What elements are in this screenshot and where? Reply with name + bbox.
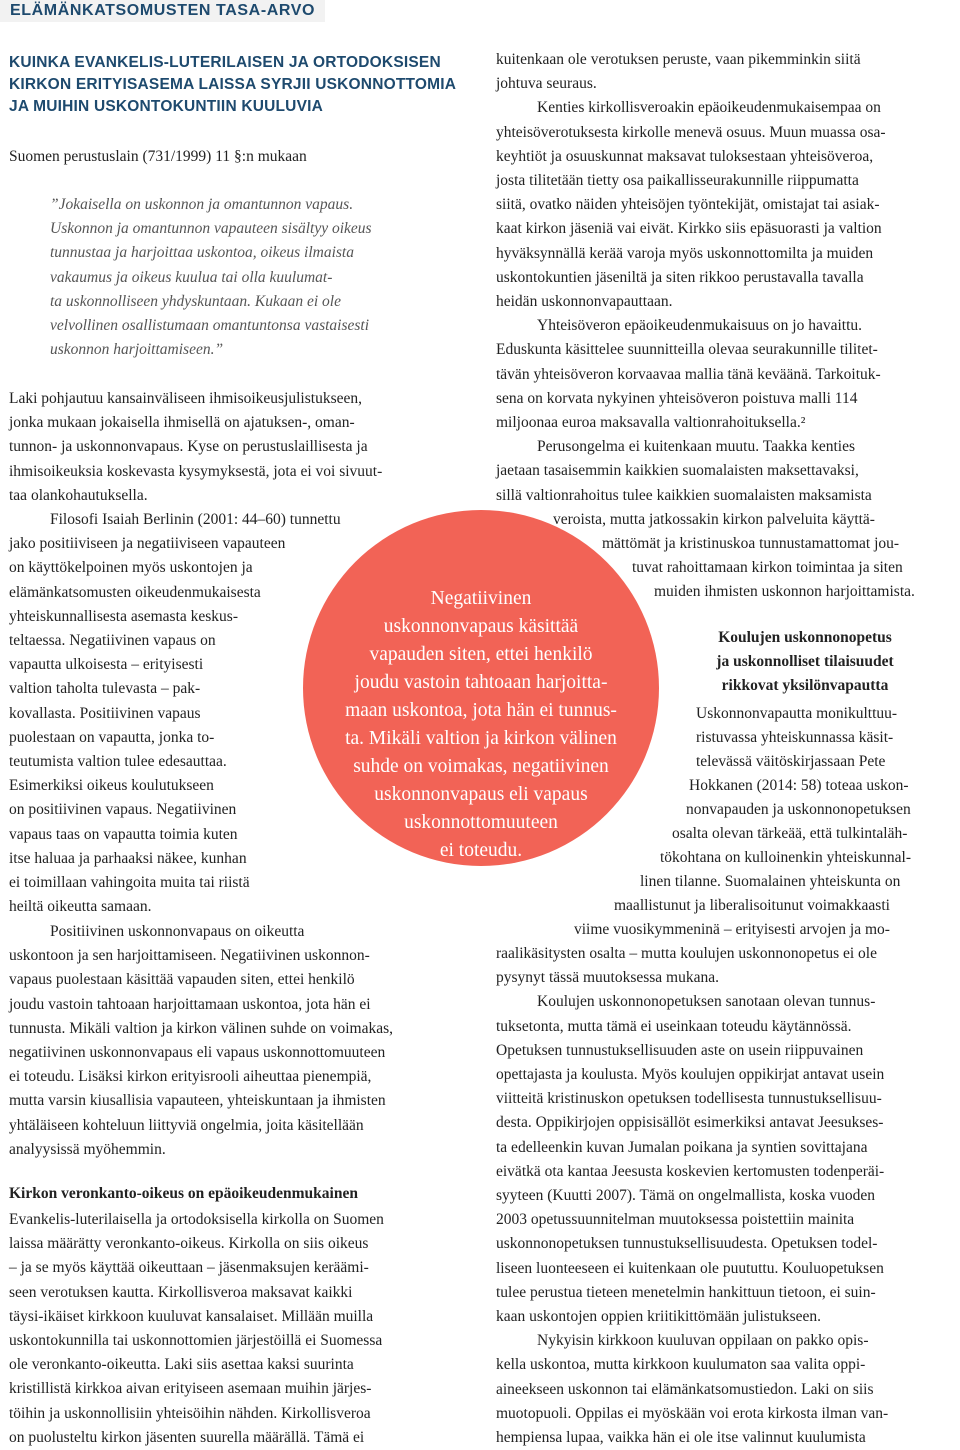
text-line: aineekseen uskonnon tai elämänkatsomustiedon. Laki on siis [496, 1380, 874, 1398]
text-line: kaat kirkon jäseniä vai eivät. Kirkko siis epäsuorasti ja valtion [496, 220, 882, 238]
text-line: tuvat rahoittamaan kirkon toimintaa ja siten [632, 559, 903, 576]
text-line: kovallasta. Positiivinen vapaus [9, 704, 201, 722]
text-line: teltaessa. Negatiivinen vapaus on [9, 632, 216, 650]
text-line: Positiivinen uskonnonvapaus on oikeutta [50, 923, 305, 940]
text-line: Evankelis-luterilaisella ja ortodoksisella kirkolla on Suomen [9, 1211, 384, 1228]
text-line: veroista, mutta jatkossakin kirkon palveluita käyttä- [553, 511, 875, 528]
text-line: tävän yhteisöveron korvaavaa mallia tänä keväänä. Tarkoituk- [496, 365, 881, 383]
text-line: osalta olevan tärkeää, että tulkintaläh- [672, 825, 908, 842]
text-line: raalikäsitysten osalta – mutta koulujen uskonnonopetus ei ole [496, 945, 877, 962]
text-line: miljoonaa euroa maksavalla valtionrahoituksella.² [496, 414, 806, 432]
text-line: hyväksynnällä kerää varoja myös uskonnottomilta ja muiden [496, 244, 874, 262]
text-line: kaan uskontojen oppien kriitikittömään julistukseen. [496, 1308, 822, 1326]
pull-quote-line: uskonnonvapaus eli vapaus [374, 784, 588, 805]
text-line: ihmisoikeuksia koskevasta kysymyksestä, jota ei voi sivuut- [9, 462, 383, 480]
section-heading-schools [660, 626, 950, 699]
text-line: sillä valtionrahoitus tulee kaikkien suomalaisten maksamista [496, 486, 872, 504]
text-line: elämänkatsomusten oikeudenmukaisesta [9, 583, 261, 601]
text-line: yhteisöverotuksesta kirkolle menevä osuus. Muun muassa osa- [496, 123, 886, 141]
text-line: heiltä oikeutta samaan. [9, 898, 152, 916]
text-line: ole veronkanto-oikeutta. Laki siis asettaa kaksi suurinta [9, 1356, 354, 1374]
pull-quote-line: uskonnonvapaus käsittää [383, 616, 579, 637]
quote-line: uskonnon harjoittamiseen.” [50, 341, 224, 359]
text-line: 2003 opetussuunnitelman muutoksessa poistettiin mainita [496, 1211, 855, 1229]
text-line: siitä, ovatko näiden yhteisöjen työntekijät, omistajat tai asiak- [496, 196, 880, 214]
pull-quote-line: uskonnottomuuteen [404, 812, 558, 833]
text-line: nonvapauden ja uskonnonopetuksen [686, 801, 911, 818]
text-line: töihin ja uskonnollisiin yhteisöihin nähden. Kirkollisveroa [9, 1404, 371, 1422]
quote-line: Uskonnon ja omantunnon vapauteen sisältyy oikeus [50, 220, 372, 238]
text-line: Filosofi Isaiah Berlinin (2001: 44–60) tunnettu [50, 511, 341, 528]
text-line: ei toimillaan vahingoita muita tai riistä [9, 874, 250, 892]
text-line: – ja se myös käyttää oikeuttaan – jäsenmaksujen keräämi- [9, 1259, 369, 1277]
text-line: laissa määrätty veronkanto-oikeus. Kirkolla on siis oikeus [9, 1235, 369, 1253]
section-label: ELÄMÄNKATSOMUSTEN TASA-ARVO [0, 0, 325, 22]
text-line: Perusongelma ei kuitenkaan muutu. Taakka kenties [537, 438, 856, 456]
pull-quote-line: joudu vastoin tahtoaan harjoitta- [354, 672, 608, 693]
text-line: on puolusteltu kirkon jäsenten suurella määrällä. Tämä ei [9, 1428, 365, 1446]
text-line: joudu vastoin tahtoaan harjoittamaan uskontoa, jota hän ei [9, 995, 371, 1013]
article-title [9, 52, 479, 118]
text-line: tökohtana on kulloinenkin yhteiskunnal- [660, 849, 911, 866]
heading-line: rikkovat yksilönvapautta [721, 677, 889, 695]
text-line: teutumista valtion tulee edesauttaa. [9, 753, 227, 771]
paragraph-berlin [9, 508, 341, 919]
text-line: itse haluaa ja parhaaksi näkee, kunhan [9, 849, 247, 867]
text-line: uskontokuntien jäseniltä ja siten rikkoo perustavalla tavalla [496, 268, 864, 286]
text-line: ta edelleenkin kuvan Jumalan poikana ja syntien sovittajana [496, 1138, 868, 1156]
text-line: kuitenkaan ole verotuksen peruste, vaan pikemminkin siitä [496, 51, 861, 68]
text-line: Laki pohjautuu kansainväliseen ihmisoikeusjulistukseen, [9, 390, 362, 407]
text-line: maallistunut ja liberalisoitunut voimakkaasti [614, 897, 890, 914]
text-line: Nykyisin kirkkoon kuuluvan oppilaan on pakko opis- [537, 1332, 869, 1350]
text-line: sena on korvata nykyinen yhteisöveron poistuva malli 114 [496, 389, 858, 407]
pull-quote-line: suhde on voimakas, negatiivinen [353, 756, 609, 777]
text-line: yhtäläiseen kohteluun liittyviä ongelmia, joita käsitellään [9, 1116, 364, 1134]
text-line: mättömät ja kristinuskoa tunnustamattomat jou- [602, 535, 900, 552]
right-column-schools [496, 942, 888, 1450]
text-line: tulee perustua tieteen menetelmin hankittuun tietoon, ei suin- [496, 1283, 876, 1301]
text-line: liseen luonteeseen ei kuitenkaan ole puututtu. Kouluopetuksen [496, 1259, 884, 1277]
quote-line: ”Jokaisella on uskonnon ja omantunnon vapaus. [50, 196, 354, 213]
text-line: Esimerkiksi oikeus koulutukseen [9, 777, 214, 795]
text-line: viitteitä kristinuskon opetuksen todellisesta tunnustuksellisuu- [496, 1090, 882, 1108]
pull-quote-text [303, 585, 659, 865]
pull-quote-line: vapauden siten, ettei henkilö [369, 644, 593, 665]
paragraph-law [9, 387, 382, 508]
text-line: puolestaan on vapautta, jonka to- [9, 728, 215, 746]
text-line: jako positiiviseen ja negatiiviseen vapauteen [9, 535, 286, 553]
text-line: josta tilitetään tietty osa paikallisseurakunnille riippumatta [496, 172, 859, 190]
text-line: Hokkanen (2014: 58) toteaa uskon- [689, 777, 909, 794]
text-line: desta. Oppikirjojen oppisisällöt esimerkiksi antavat Jeesukses- [496, 1114, 884, 1132]
text-line: on käyttökelpoinen myös uskontojen ja [9, 559, 253, 577]
text-line: jaetaan tasaisemmin kaikkien suomalaisten maksettavaksi, [496, 462, 859, 480]
text-line: keyhtiöt ja osuuskunnat maksavat tuloksestaan yhteisöveroa, [496, 147, 874, 165]
text-line: valtion taholta tulevasta – pak- [9, 680, 201, 698]
text-line: täysi-ikäiset kirkkoon kuuluvat kansalaiset. Millään muilla [9, 1307, 374, 1325]
intro-text: Suomen perustuslain (731/1999) 11 §:n mukaan [9, 148, 307, 165]
text-line: tuksetonta, mutta tämä ei useinkaan toteudu käytännössä. [496, 1017, 852, 1035]
text-line: kristillistä kirkkoa aivan erityiseen asemaan muihin järjes- [9, 1380, 372, 1398]
text-line: Opetuksen tunnustuksellisuuden aste on usein riippuvainen [496, 1041, 864, 1059]
text-line: kella uskontoa, mutta kirkkoon kuulumaton saa valita oppi- [496, 1356, 866, 1374]
pull-quote-line: ta. Mikäli valtion ja kirkon välinen [345, 728, 617, 749]
text-line: Eduskunta käsittelee suunnitteilla olevaa seurakunnille tilitet- [496, 341, 878, 359]
text-line: yhteiskunnallisesta asemasta keskus- [9, 607, 239, 625]
text-line: muiden ihmisten uskonnon harjoittamista. [654, 583, 915, 600]
heading-line: ja uskonnolliset tilaisuudet [716, 653, 894, 671]
text-line: tunnon- ja uskonnonvapaus. Kyse on perustuslaillisesta ja [9, 438, 368, 456]
right-column-tax [496, 48, 886, 508]
text-line: televässä väitöskirjassaan Pete [696, 753, 886, 770]
quote-line: ta uskonnolliseen yhdyskuntaan. Kukaan ei ole [50, 292, 341, 310]
text-line: on positiivinen vapaus. Negatiivinen [9, 801, 237, 819]
text-line: pysynyt tässä muutoksessa mukana. [496, 969, 720, 987]
text-line: heidän uskonnonvapauttaan. [496, 293, 673, 311]
text-line: Koulujen uskonnonopetuksen sanotaan olevan tunnus- [537, 993, 876, 1011]
title-line: KUINKA EVANKELIS-LUTERILAISEN JA ORTODOKSISEN [9, 54, 441, 71]
text-line: opettajasta ja koulusta. Myös koulujen oppikirjat antavat usein [496, 1066, 885, 1084]
paragraph-positive-freedom [9, 920, 393, 1162]
text-line: seen verotuksen kautta. Kirkollisveroa maksavat kaikki [9, 1283, 353, 1301]
title-line: KIRKON ERITYISASEMA LAISSA SYRJII USKONNOTTOMIA [9, 76, 457, 93]
text-line: hempiensa lupaa, vaikka hän ei ole itse valinnut kuulumista [496, 1429, 866, 1447]
text-line: ei toteudu. Lisäksi kirkon erityisrooli aiheuttaa pienempiä, [9, 1068, 372, 1086]
pull-quote-line: maan uskontoa, jota hän ei tunnus- [345, 700, 617, 721]
text-line: taa olankohautuksella. [9, 486, 148, 504]
text-line: viime vuosikymmeninä – erityisesti arvojen ja mo- [574, 921, 890, 938]
text-line: Uskonnonvapautta monikulttuu- [696, 705, 898, 722]
text-line: uskontokunnilla tai uskonnottomien järjestöillä ei Suomessa [9, 1332, 383, 1350]
constitution-quote [50, 193, 372, 362]
text-line: Kenties kirkollisveroakin epäoikeudenmukaisempaa on [537, 99, 881, 117]
text-line: muotopuoli. Oppilas ei myöskään voi erota kirkosta ilman van- [496, 1404, 889, 1422]
text-line: syyteen (Kuutti 2007). Tämä on ongelmallista, koska vuoden [496, 1187, 875, 1205]
pull-quote-line: Negatiivinen [430, 588, 532, 609]
title-line: JA MUIHIN USKONTOKUNTIIN KUULUVIA [9, 98, 324, 115]
text-line: tunnusta. Mikäli valtion ja kirkon välinen suhde on voimakas, [9, 1019, 393, 1037]
text-line: uskontoon ja sen harjoittamiseen. Negatiivinen uskonnon- [9, 947, 370, 965]
text-line: linen tilanne. Suomalainen yhteiskunta on [640, 873, 901, 890]
text-line: ristuvassa yhteiskunnassa käsit- [696, 729, 894, 746]
text-line: analyysissä myöhemmin. [9, 1140, 166, 1158]
pull-quote-line: ei toteudu. [439, 840, 523, 861]
text-line: johtuva seuraus. [496, 75, 597, 93]
text-line: uskonnonopetuksen tunnustuksellisuudesta. Opetuksen todel- [496, 1235, 878, 1253]
text-line: eivätkä ota kantaa Jeesusta koskevien kertomusten todenperäi- [496, 1162, 885, 1180]
section-heading-tax: Kirkon veronkanto-oikeus on epäoikeudenmukainen [9, 1185, 358, 1202]
paragraph-tax [9, 1208, 384, 1450]
text-line: vapautta ulkoisesta – erityisesti [9, 656, 204, 674]
text-line: vapaus puolestaan käsittää vapauden siten, ettei henkilö [9, 971, 355, 989]
heading-line: Koulujen uskonnonopetus [718, 629, 892, 646]
text-line: negatiivinen uskonnonvapaus eli vapaus uskonnottomuuteen [9, 1044, 386, 1062]
quote-line: tunnustaa ja harjoittaa uskontoa, oikeus ilmaista [50, 244, 354, 262]
text-line: vapaus taas on vapautta toimia kuten [9, 825, 238, 843]
quote-line: velvollinen osallistumaan omantuntonsa vastaisesti [50, 317, 370, 335]
text-line: mutta varsin kiusallisia vapauteen, yhteiskuntaan ja ihmisten [9, 1092, 386, 1110]
text-line: jonka mukaan jokaisella ihmisellä on ajatuksen-, oman- [9, 414, 355, 432]
quote-line: vakaumus ja oikeus kuulua tai olla kuulumat- [50, 268, 333, 286]
text-line: Yhteisöveron epäoikeudenmukaisuus on jo havaittu. [537, 317, 863, 335]
